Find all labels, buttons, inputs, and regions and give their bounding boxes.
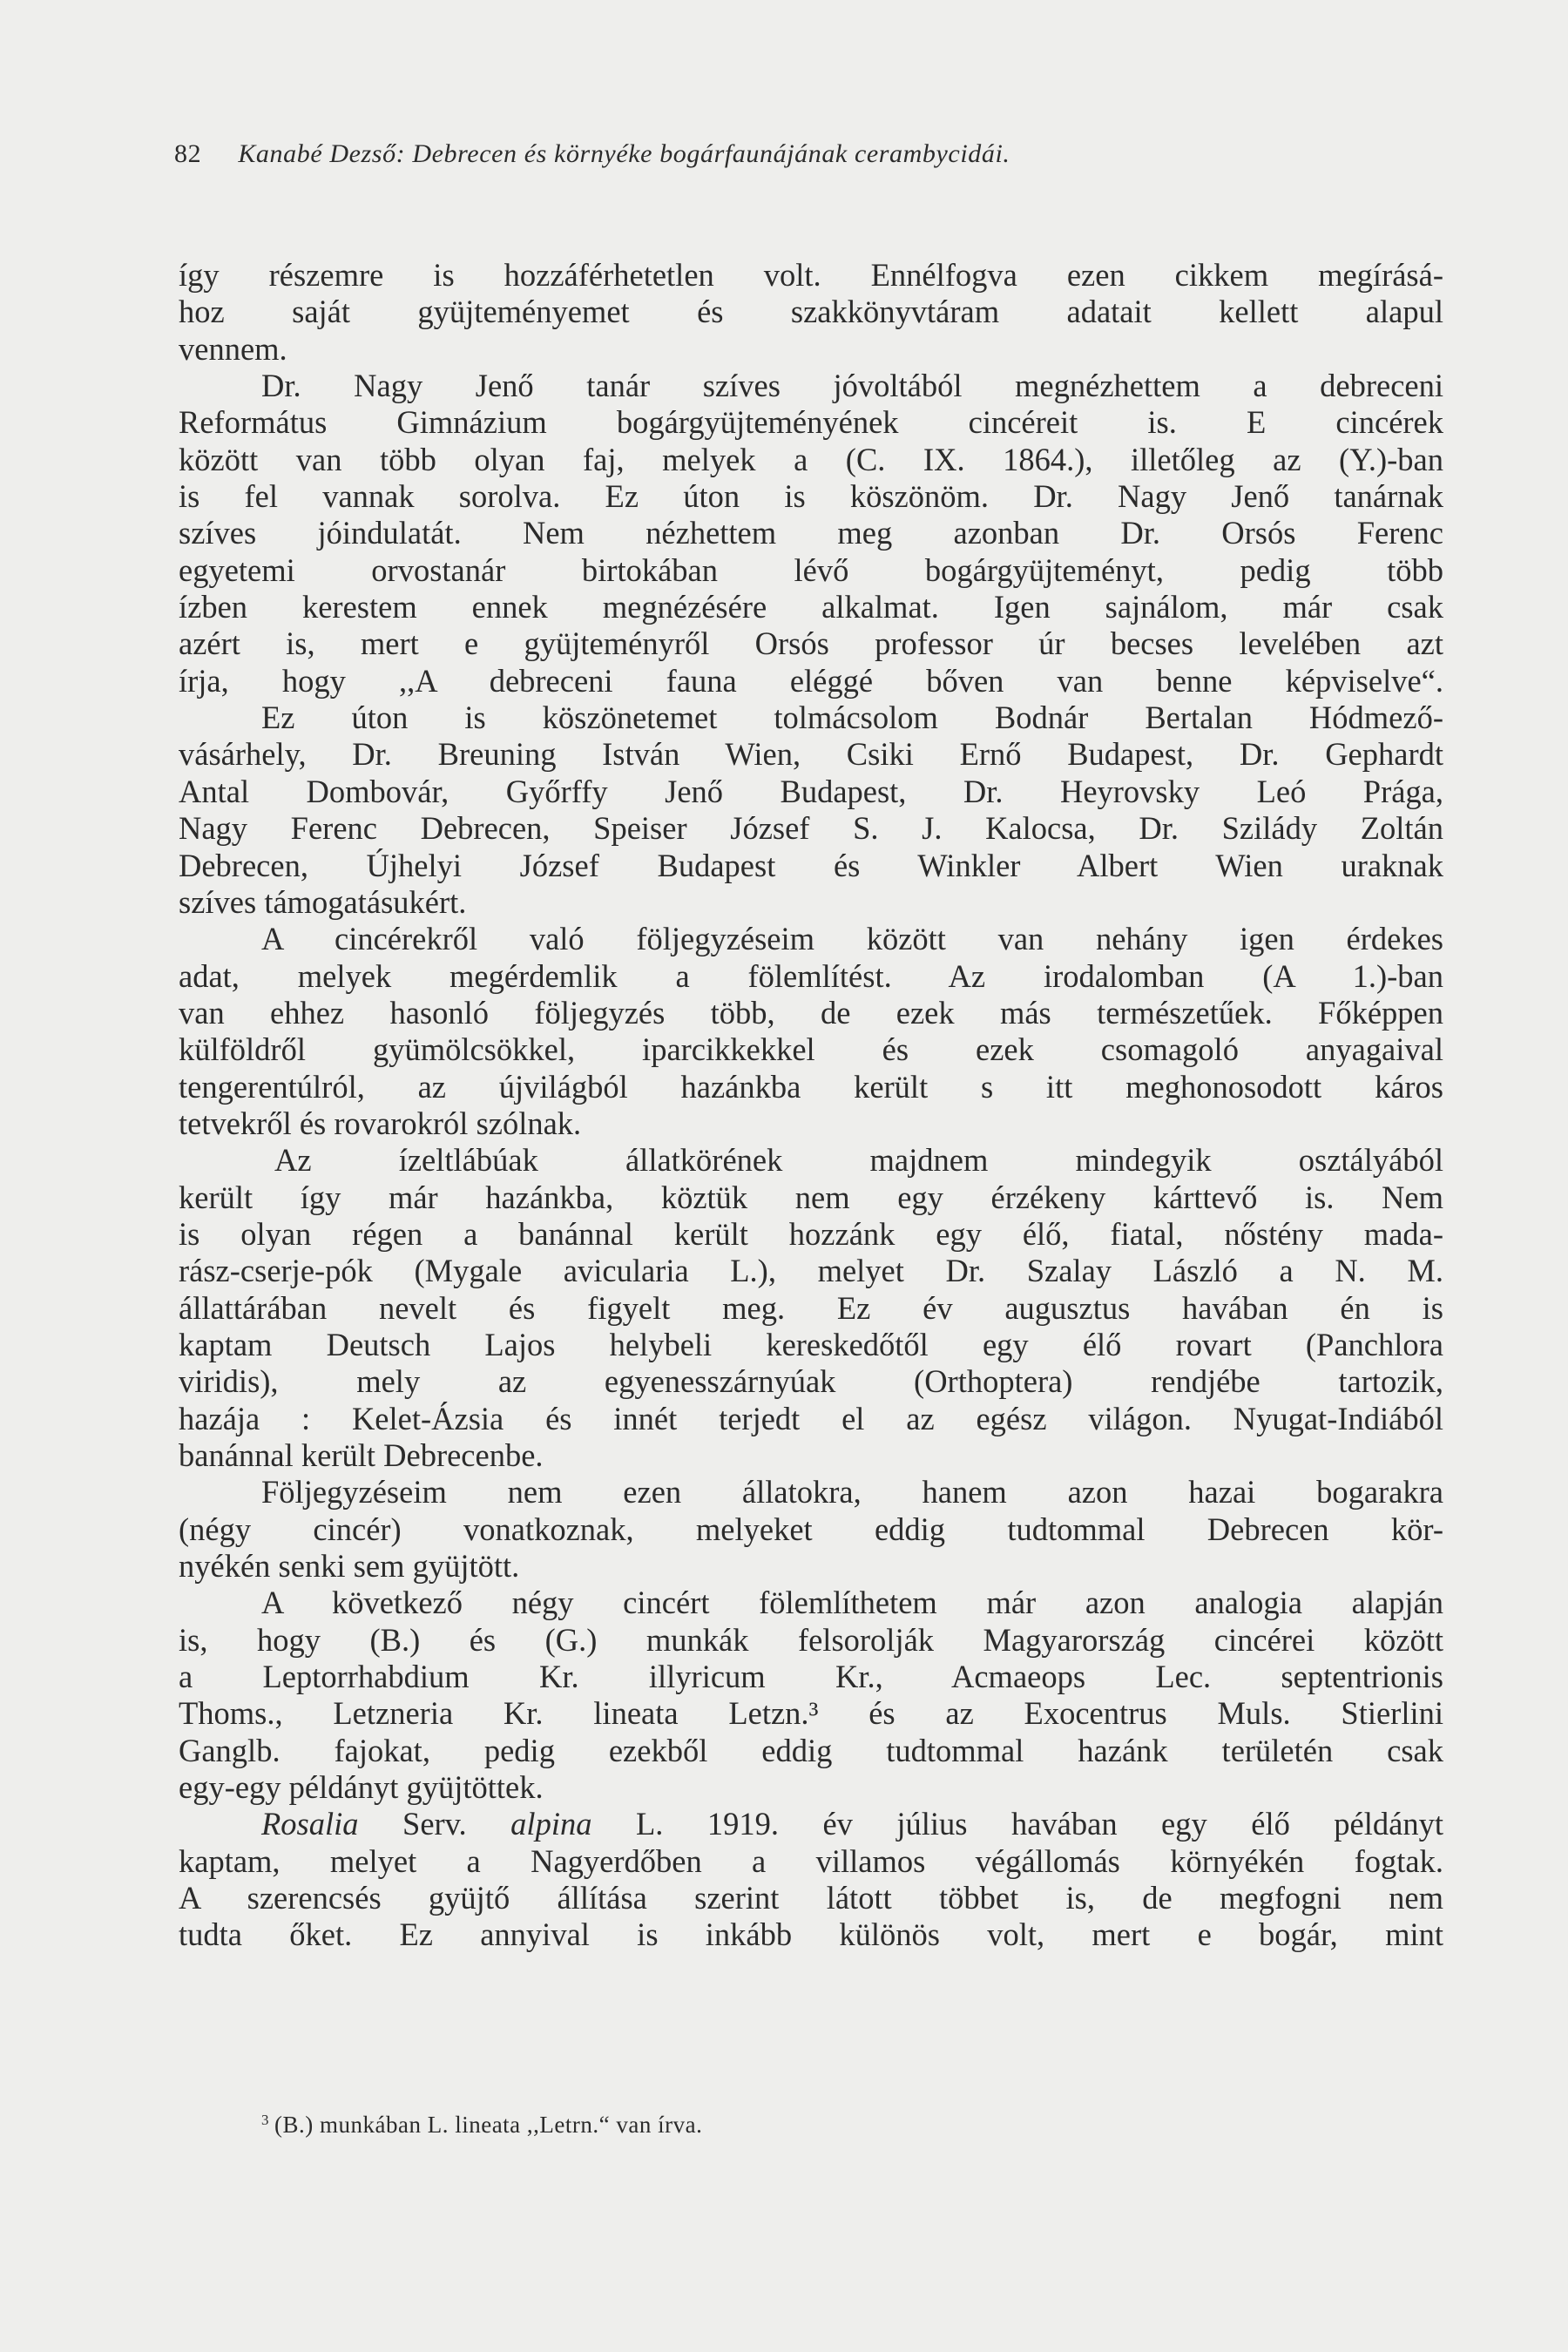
text-line — [179, 1806, 1443, 1842]
body-text — [179, 257, 1443, 1954]
text-line: Református Gimnázium bogárgyüjteményének cincéreit is. E cincérek — [179, 404, 1443, 441]
text-line: tetvekről és rovarokról szólnak. — [179, 1105, 582, 1141]
running-title: Kanabé Dezső: Debrecen és környéke bogárfaunájának cerambycidái. — [238, 139, 1010, 168]
text-line: adat, melyek megérdemlik a fölemlítést. Az irodalomban (A 1.)-ban — [179, 957, 1443, 994]
text-line: A cincérekről való följegyzéseim között van nehány igen érdekes — [261, 921, 1443, 957]
text-line: A szerencsés gyüjtő állítása szerint látott többet is, de megfogni nem — [179, 1880, 1443, 1916]
text-line: viridis), mely az egyenesszárnyúak (Orthoptera) rendjébe tartozik, — [179, 1363, 1443, 1400]
text-line: így részemre is hozzáférhetetlen volt. Ennélfogva ezen cikkem megírásá- — [179, 257, 1443, 293]
text-line: hoz saját gyüjteményemet és szakkönyvtáram adatait kellett alapul — [179, 294, 1443, 330]
text-line: vennem. — [179, 330, 287, 367]
text-line: kaptam, melyet a Nagyerdőben a villamos végállomás környékén fogtak. — [179, 1842, 1443, 1879]
text-line: A következő négy cincért fölemlíthetem már azon analogia alapján — [261, 1585, 1443, 1621]
text-line: került így már hazánkba, köztük nem egy érzékeny kárttevő is. Nem — [179, 1179, 1443, 1215]
text-line: ízben kerestem ennek megnézésére alkalmat. Igen sajnálom, már csak — [179, 589, 1443, 625]
text-line: (négy cincér) vonatkoznak, melyeket eddig tudtommal Debrecen kör- — [179, 1511, 1443, 1547]
text-line: vásárhely, Dr. Breuning István Wien, Csiki Ernő Budapest, Dr. Gephardt — [179, 736, 1443, 773]
text-line: Dr. Nagy Jenő tanár szíves jóvoltából megnézhettem a debreceni — [261, 368, 1443, 404]
text-line: is, hogy (B.) és (G.) munkák felsorolják Magyarország cincérei között — [179, 1621, 1443, 1658]
footnote-marker: 3 — [261, 2112, 269, 2128]
text-line: is fel vannak sorolva. Ez úton is köszönöm. Dr. Nagy Jenő tanárnak — [179, 478, 1443, 515]
text-line: Az ízeltlábúak állatkörének majdnem mindegyik osztályából — [274, 1142, 1443, 1179]
text-line: írja, hogy ,,A debreceni fauna eléggé bőven van benne képviselve“. — [179, 662, 1443, 699]
text-line: között van több olyan faj, melyek a (C. IX. 1864.), illetőleg az (Y.)-ban — [179, 441, 1443, 477]
text-line: Nagy Ferenc Debrecen, Speiser József S. J. Kalocsa, Dr. Szilády Zoltán — [179, 810, 1443, 847]
text-line: kaptam Deutsch Lajos helybeli kereskedőtől egy élő rovart (Panchlora — [179, 1326, 1443, 1362]
text-line: hazája : Kelet-Ázsia és innét terjedt el az egész világon. Nyugat-Indiából — [179, 1400, 1443, 1436]
text-line: külföldről gyümölcsökkel, iparcikkekkel és ezek csomagoló anyagaival — [179, 1031, 1443, 1068]
text-line: is olyan régen a banánnal került hozzánk egy élő, fiatal, nőstény mada- — [179, 1215, 1443, 1252]
author-abbrev: Serv. — [358, 1806, 511, 1842]
species-name: alpina — [510, 1806, 592, 1842]
text-line: rász-cserje-pók (Mygale avicularia L.), melyet Dr. Szalay László a N. M. — [179, 1253, 1443, 1289]
text-line: Följegyzéseim nem ezen állatokra, hanem azon hazai bogarakra — [261, 1474, 1443, 1511]
text-line: Ganglb. fajokat, pedig ezekből eddig tudtommal hazánk területén csak — [179, 1732, 1443, 1768]
text-line: Debrecen, Újhelyi József Budapest és Winkler Albert Wien uraknak — [179, 847, 1443, 883]
genus-name: Rosalia — [261, 1806, 359, 1842]
text-line: van ehhez hasonló följegyzés több, de ezek más természetűek. Főképpen — [179, 994, 1443, 1031]
text-line: a Leptorrhabdium Kr. illyricum Kr., Acmaeops Lec. septentrionis — [179, 1659, 1443, 1695]
footnote — [261, 2105, 702, 2139]
text-line: tengerentúlról, az újvilágból hazánkba került s itt meghonosodott káros — [179, 1068, 1443, 1105]
text-line: azért is, mert e gyüjteményről Orsós professor úr becses levelében azt — [179, 625, 1443, 662]
text-line: Ez úton is köszönetemet tolmácsolom Bodnár Bertalan Hódmező- — [261, 700, 1443, 736]
footnote-text: (B.) munkában L. lineata ,,Letrn.“ van írva. — [274, 2112, 703, 2138]
text-line: egy-egy példányt gyüjtöttek. — [179, 1769, 544, 1806]
running-header — [174, 138, 1446, 171]
text-line: tudta őket. Ez annyival is inkább különös volt, mert e bogár, mint — [179, 1916, 1443, 1953]
text-line: egyetemi orvostanár birtokában lévő bogárgyüjteményt, pedig több — [179, 551, 1443, 588]
line-rest: L. 1919. év július havában egy élő példányt — [591, 1806, 1443, 1842]
text-line: Antal Dombovár, Győrffy Jenő Budapest, Dr. Heyrovsky Leó Prága, — [179, 773, 1443, 809]
text-line: szíves támogatásukért. — [179, 883, 467, 920]
text-line: nyékén senki sem gyüjtött. — [179, 1548, 520, 1585]
text-line: állattárában nevelt és figyelt meg. Ez év augusztus havában én is — [179, 1289, 1443, 1326]
text-line: szíves jóindulatát. Nem nézhettem meg azonban Dr. Orsós Ferenc — [179, 515, 1443, 551]
text-line: banánnal került Debrecenbe. — [179, 1437, 544, 1473]
text-line: Thoms., Letzneria Kr. lineata Letzn.³ és az Exocentrus Muls. Stierlini — [179, 1695, 1443, 1732]
page-number: 82 — [174, 139, 202, 168]
